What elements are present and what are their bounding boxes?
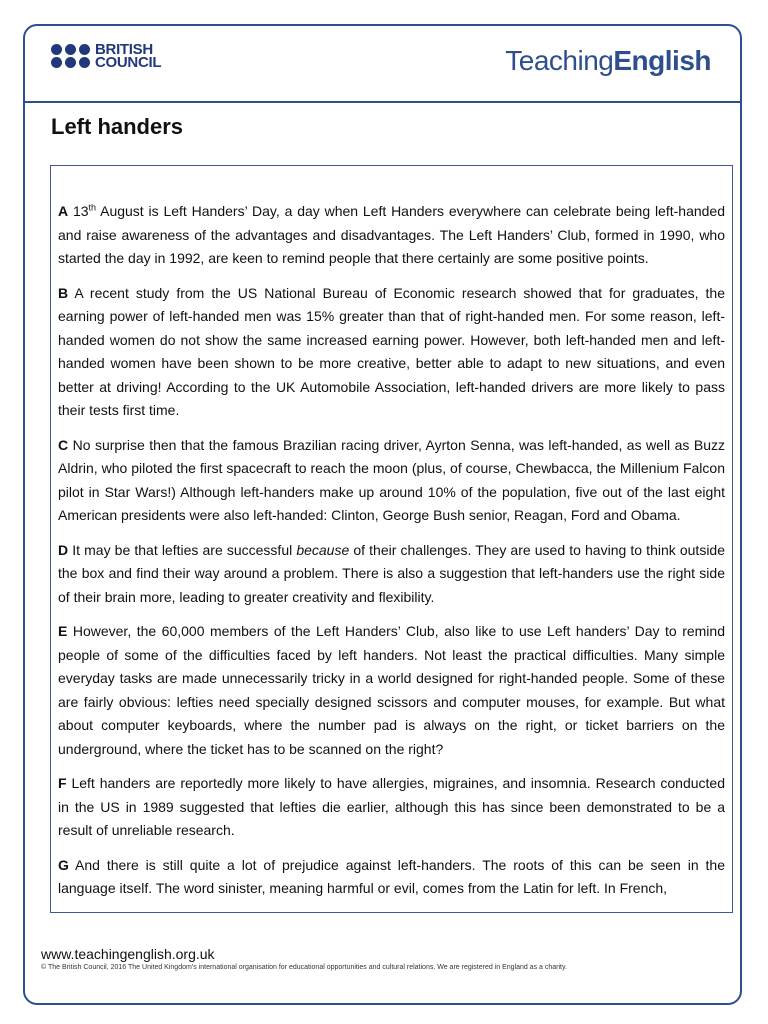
page-title: Left handers (51, 114, 184, 139)
paragraph-letter: F (58, 775, 67, 791)
teaching-english-regular: Teaching (505, 45, 614, 76)
paragraph-text: 13 (68, 203, 89, 219)
header-divider (24, 101, 741, 103)
paragraph-c (58, 434, 725, 528)
paragraph-text: August is Left Handers’ Day, a day when Left Handers everywhere can celebrate being left-handed and raise awareness of the advantages and disadvantages. The Left Handers’ Club, formed in 1990, who started the day in 1992, are keen to remind people that there certainly are some positive points. (58, 203, 725, 266)
paragraph-letter: E (58, 623, 68, 639)
paragraph-letter: G (58, 856, 69, 873)
ordinal-suffix: th (88, 202, 97, 213)
paragraph-text: No surprise then that the famous Brazilian racing driver, Ayrton Senna, was left-handed, as well as Buzz Aldrin, who piloted the first spacecraft to reach the moon (plus, of course, Chewbacca, the Millenium Falcon pilot in Star Wars!) Although left-handers make up around 10% of the population, five out of the last eight American presidents were also left-handed: Clinton, George Bush senior, Reagan, Ford and Obama. (58, 436, 725, 523)
paragraph-text: And there is still quite a lot of prejudice against left-handers. The roots of this can be seen in the language itself. The word sinister, meaning harmful or evil, comes from the Latin for left. In French, (58, 856, 725, 896)
paragraph-text: However, the 60,000 members of the Left Handers’ Club, also like to use Left handers’ Day to remind people of some of the difficulties faced by left handers. Not least the practical difficulties. Many simple everyday tasks are made unnecessarily tricky in a world designed for right-handed people. Some of these are fairly obvious: lefties need specially designed scissors and computer mouses, for example. But what about computer keyboards, where the number pad is always on the right, or ticket barriers on the underground, where the ticket has to be scanned on the right? (58, 623, 725, 757)
brand-line-2: COUNCIL (95, 54, 162, 71)
paragraph-f (58, 772, 725, 843)
paragraph-letter: C (58, 436, 69, 453)
british-council-dots-icon (51, 44, 90, 68)
footer-copyright: © The British Council, 2016 The United Kingdom’s international organisation for educational opportunities and cultural relations. We are registered in England as a charity. (41, 964, 567, 971)
paragraph-letter: A (58, 203, 69, 219)
paragraph-letter: B (58, 284, 69, 301)
paragraph-text: of their challenges. They are used to having to think outside the box and find their way around a problem. There is also a suggestion that left-handers use the right side of their brain more, leading to greater creativity and flexibility. (58, 541, 726, 605)
paragraph-text: Left handers are reportedly more likely to have allergies, migraines, and insomnia. Research conducted in the US in 1989 suggested that lefties die earlier, although this has since been demonstrated to be a result of unreliable research. (58, 775, 725, 838)
paragraph-d (58, 539, 725, 610)
paragraph-text: A recent study from the US National Bureau of Economic research showed that for graduates, the earning power of left-handed men was 15% greater than that of right-handed men. For some reason, left-handed women do not show the same increased earning power. However, both left-handed men and left-handed women have been shown to be more creative, better able to adapt to new situations, and even better at driving! According to the UK Automobile Association, left-handed drivers are more likely to pass their tests first time. (58, 284, 725, 418)
british-council-logo (51, 43, 161, 69)
emphasized-word: because (296, 541, 350, 558)
paragraph-a (58, 200, 725, 271)
paragraph-letter: D (58, 541, 69, 558)
british-council-wordmark (95, 43, 161, 69)
paragraph-text: It may be that lefties are successful (68, 541, 297, 558)
footer-website-link[interactable]: www.teachingenglish.org.uk (41, 946, 215, 962)
reading-text-box (50, 165, 733, 913)
paragraph-g (58, 854, 725, 901)
teaching-english-logo (505, 45, 711, 77)
paragraph-e (58, 620, 725, 761)
paragraph-b (58, 282, 725, 423)
brand-line-1: BRITISH (95, 41, 153, 58)
teaching-english-bold: English (613, 45, 711, 76)
